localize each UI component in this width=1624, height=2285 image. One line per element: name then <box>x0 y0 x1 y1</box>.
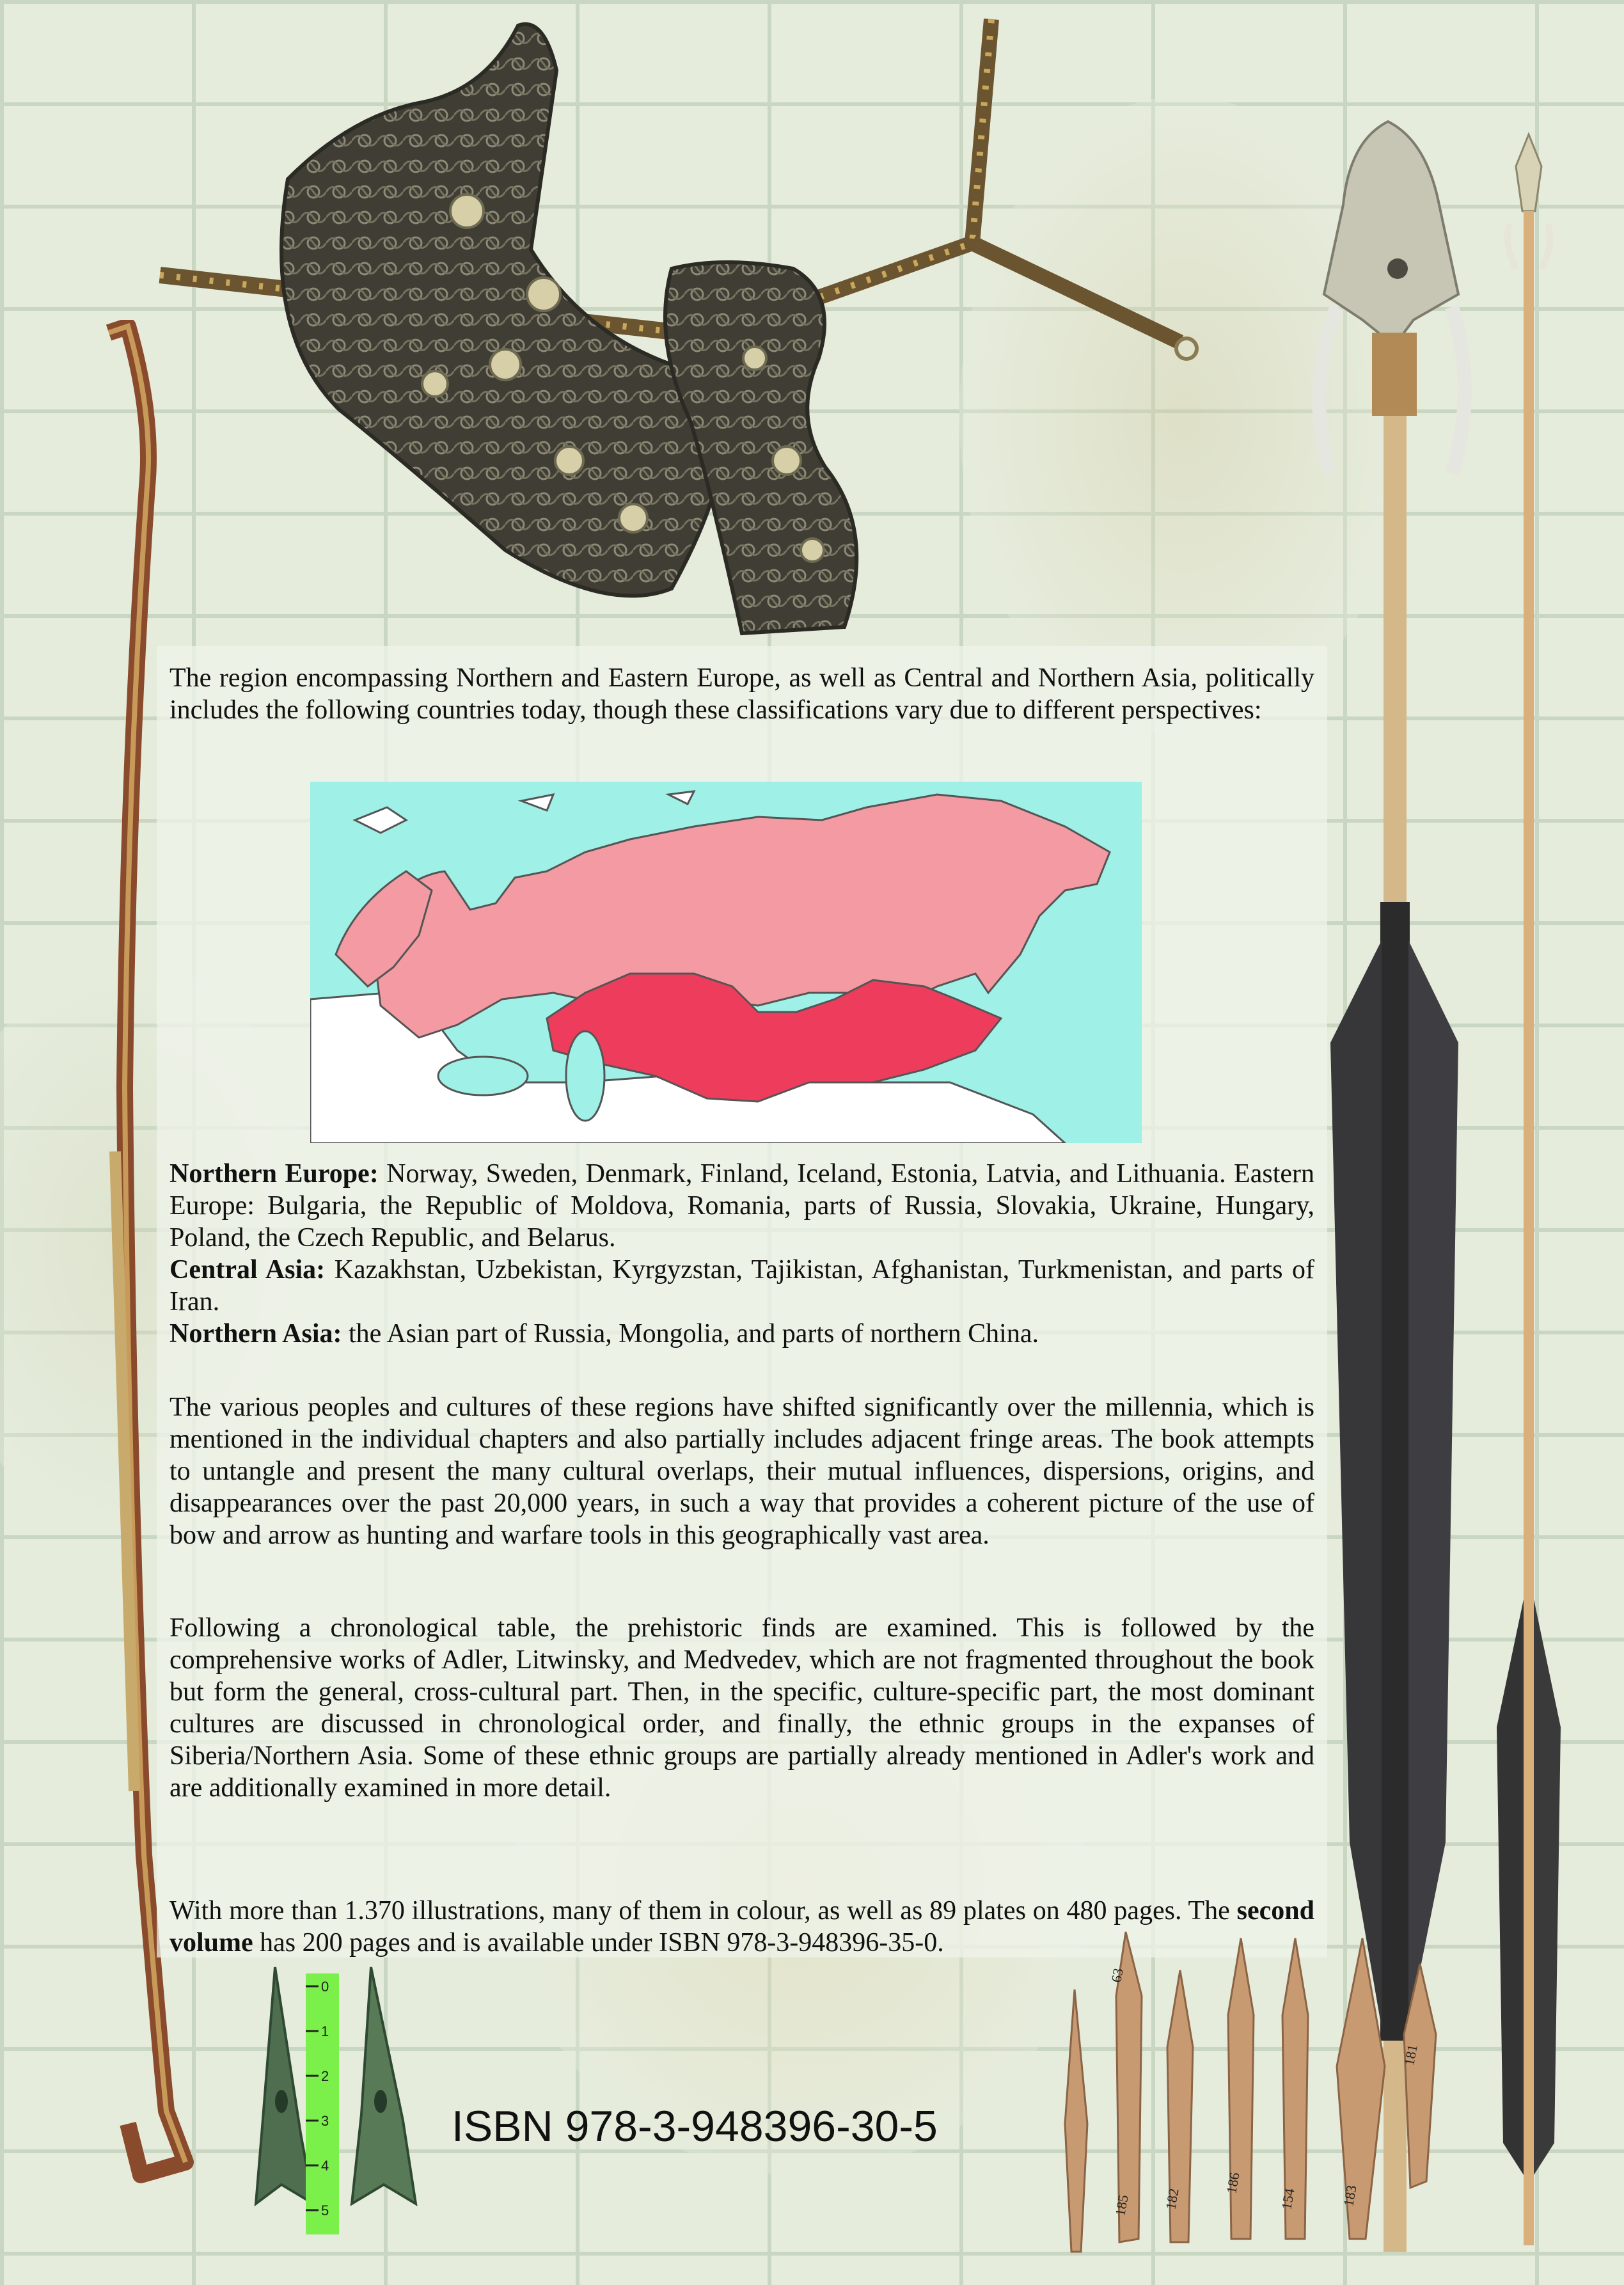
ruler-tick-label: 2 <box>321 2068 329 2084</box>
ruler-tick-label: 3 <box>321 2113 329 2129</box>
ruler-tick-label: 4 <box>321 2158 329 2174</box>
map-sea-caspian <box>566 1031 604 1121</box>
structure-paragraph: Following a chronological table, the prehistoric finds are examined. This is followed by the comprehensive works of Adler, Litwinsky, and Medvedev, which are not fragmented throughout the book but form the general, cross-cultural part. Then, in the specific, culture-specific part, the most dominant cultures are discussed in chronological order, and finally, the ethnic groups in the expanses of Siberia/Northern Asia. Some of these ethnic groups are partially already mentioned in Adler's work and are additionally examined in more detail. <box>169 1613 1314 1803</box>
bronze-arrowheads-image <box>243 1961 429 2236</box>
volume-info-paragraph: With more than 1.370 illustrations, many of them in colour, as well as 89 plates on 480 pages. The second volume has 200 pages and is available under ISBN 978-3-948396-35-0. <box>169 1896 1314 1957</box>
arrowhead-label: 183 <box>1340 2184 1360 2208</box>
bone-arrowheads-image <box>1036 1919 1478 2265</box>
region-central-asia <box>169 1254 1314 1318</box>
region-label: Northern Asia: <box>169 1319 342 1348</box>
isbn-number: ISBN 978-3-948396-30-5 <box>452 2102 938 2151</box>
ruler-tick-label: 5 <box>321 2202 329 2218</box>
arrowhead-label: 182 <box>1162 2187 1182 2211</box>
ruler-tick-label: 0 <box>321 1979 329 1995</box>
ruler-tick-label: 1 <box>321 2023 329 2039</box>
arrowhead-label: 186 <box>1223 2171 1243 2195</box>
countries-list <box>169 1158 1314 1350</box>
region-text: Norway, Sweden, Denmark, Finland, Iceland, Estonia, Latvia, and Lithuania. Eastern Europe: Bulgaria, the Republic of Moldova, Romania, parts of Russia, Slovakia, Ukraine, Hungary, Poland, the Czech Republic, and Belarus. <box>169 1159 1314 1253</box>
map-island <box>355 807 406 833</box>
region-label: Central Asia: <box>169 1255 326 1285</box>
map-sea-black <box>438 1057 528 1095</box>
region-northern-asia <box>169 1318 1314 1350</box>
region-northern-europe <box>169 1158 1314 1254</box>
region-text: the Asian part of Russia, Mongolia, and parts of northern China. <box>342 1319 1039 1348</box>
arrowhead-label: 181 <box>1401 2043 1421 2067</box>
region-map-svg <box>310 782 1142 1143</box>
embroidered-quiver-image <box>147 0 1234 640</box>
intro-paragraph: The region encompassing Northern and Eastern Europe, as well as Central and Northern Asia, politically includes the following countries today, though these classifications vary due to different perspectives: <box>169 663 1314 725</box>
region-label: Northern Europe: <box>169 1159 379 1189</box>
map-island <box>668 791 694 804</box>
peoples-paragraph: The various peoples and cultures of these regions have shifted significantly over the millennia, which is mentioned in the individual chapters and also partially includes adjacent fringe areas. The book attempts to untangle and present the many cultural overlaps, their mutual influences, dispersions, origins, and disappearances over the past 20,000 years, in such a way that provides a coherent picture of the use of bow and arrow as hunting and warfare tools in this geographically vast area. <box>169 1393 1314 1550</box>
region-text: Kazakhstan, Uzbekistan, Kyrgyzstan, Tajikistan, Afghanistan, Turkmenistan, and parts of Iran. <box>169 1255 1314 1316</box>
arrowhead-label: 185 <box>1112 2194 1131 2217</box>
arrowhead-label: 63 <box>1108 1966 1126 1984</box>
feathered-arrow-image <box>1484 128 1573 2252</box>
second-volume-emphasis: second volume <box>169 1896 1314 1957</box>
region-map <box>310 782 1142 1143</box>
arrowhead-label: 154 <box>1278 2187 1298 2211</box>
map-island <box>521 795 553 810</box>
